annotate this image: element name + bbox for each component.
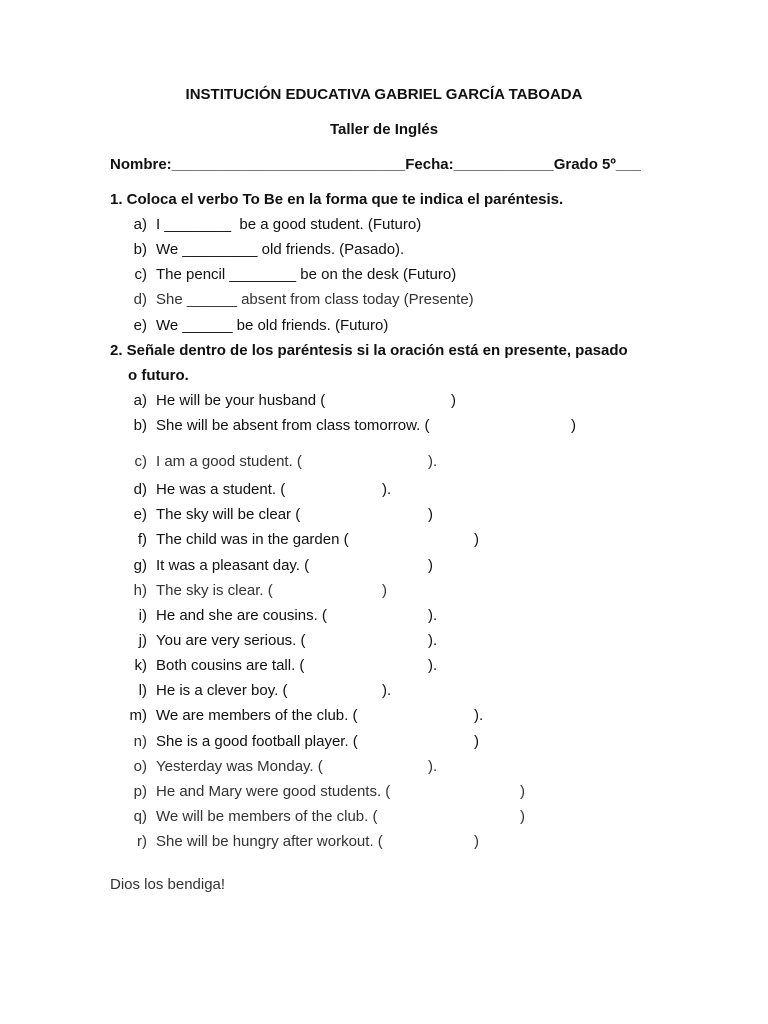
item-marker: b) <box>133 417 147 434</box>
item-text: He was a student. ( <box>156 481 286 498</box>
item-marker: o) <box>133 758 147 775</box>
closing-parenthesis: ) <box>428 557 433 574</box>
closing-parenthesis: ). <box>428 453 438 470</box>
item-marker: k) <box>134 657 147 674</box>
item-marker: a) <box>133 392 147 409</box>
closing-parenthesis: ) <box>520 783 525 800</box>
item-text: She is a good football player. ( <box>156 733 358 750</box>
question-2-instruction-line2: o futuro. <box>128 367 189 384</box>
question-1-instruction: 1. Coloca el verbo To Be en la forma que te indica el paréntesis. <box>110 191 564 208</box>
closing-parenthesis: ). <box>428 607 438 624</box>
closing-parenthesis: ). <box>382 481 392 498</box>
item-marker: e) <box>133 506 147 523</box>
item-marker: l) <box>138 682 147 699</box>
closing-parenthesis: ). <box>382 682 392 699</box>
item-text: I am a good student. ( <box>156 453 302 470</box>
item-text: We will be members of the club. ( <box>156 808 378 825</box>
item-text: It was a pleasant day. ( <box>156 557 310 574</box>
item-text: She will be hungry after workout. ( <box>156 833 383 850</box>
closing-parenthesis: ) <box>428 506 433 523</box>
closing-blessing: Dios los bendiga! <box>110 876 226 893</box>
item-marker: i) <box>138 607 147 624</box>
question-2-instruction-line1: 2. Señale dentro de los paréntesis si la oración está en presente, pasado <box>110 342 628 359</box>
item-marker: p) <box>133 783 147 800</box>
item-text: He and she are cousins. ( <box>156 607 327 624</box>
closing-parenthesis: ) <box>474 531 479 548</box>
closing-parenthesis: ) <box>520 808 525 825</box>
item-text: The child was in the garden ( <box>156 531 349 548</box>
closing-parenthesis: ). <box>428 632 438 649</box>
item-text: We ______ be old friends. (Futuro) <box>156 317 389 334</box>
closing-parenthesis: ) <box>451 392 456 409</box>
item-marker: j) <box>138 632 147 649</box>
item-text: I ________ be a good student. (Futuro) <box>156 216 422 233</box>
item-marker: b) <box>133 241 147 258</box>
closing-parenthesis: ) <box>382 582 387 599</box>
item-text: He and Mary were good students. ( <box>156 783 391 800</box>
item-marker: c) <box>134 266 147 283</box>
closing-parenthesis: ) <box>474 733 479 750</box>
item-text: The sky will be clear ( <box>156 506 301 523</box>
item-marker: g) <box>133 557 147 574</box>
item-marker: a) <box>133 216 147 233</box>
name-date-grade-fields: Nombre:____________________________Fecha:____________Grado 5º___ <box>110 156 641 173</box>
item-marker: e) <box>133 317 147 334</box>
closing-parenthesis: ). <box>428 758 438 775</box>
item-marker: h) <box>133 582 147 599</box>
item-text: Yesterday was Monday. ( <box>156 758 323 775</box>
item-marker: m) <box>129 707 147 724</box>
item-marker: c) <box>134 453 147 470</box>
item-marker: r) <box>137 833 147 850</box>
closing-parenthesis: ) <box>474 833 479 850</box>
item-text: The pencil ________ be on the desk (Futuro) <box>156 266 457 283</box>
item-text: She will be absent from class tomorrow. ( <box>156 417 430 434</box>
item-marker: d) <box>133 291 147 308</box>
workshop-subtitle: Taller de Inglés <box>329 121 439 138</box>
item-marker: n) <box>133 733 147 750</box>
institution-title: INSTITUCIÓN EDUCATIVA GABRIEL GARCÍA TABOADA <box>185 86 583 103</box>
item-marker: d) <box>133 481 147 498</box>
closing-parenthesis: ) <box>571 417 576 434</box>
item-text: He will be your husband ( <box>156 392 326 409</box>
item-text: He is a clever boy. ( <box>156 682 288 699</box>
item-text: She ______ absent from class today (Presente) <box>156 291 474 308</box>
item-marker: q) <box>133 808 147 825</box>
item-text: We _________ old friends. (Pasado). <box>156 241 405 258</box>
item-text: We are members of the club. ( <box>156 707 358 724</box>
closing-parenthesis: ). <box>474 707 484 724</box>
item-text: The sky is clear. ( <box>156 582 273 599</box>
item-text: Both cousins are tall. ( <box>156 657 305 674</box>
item-marker: f) <box>137 531 147 548</box>
closing-parenthesis: ). <box>428 657 438 674</box>
item-text: You are very serious. ( <box>156 632 306 649</box>
